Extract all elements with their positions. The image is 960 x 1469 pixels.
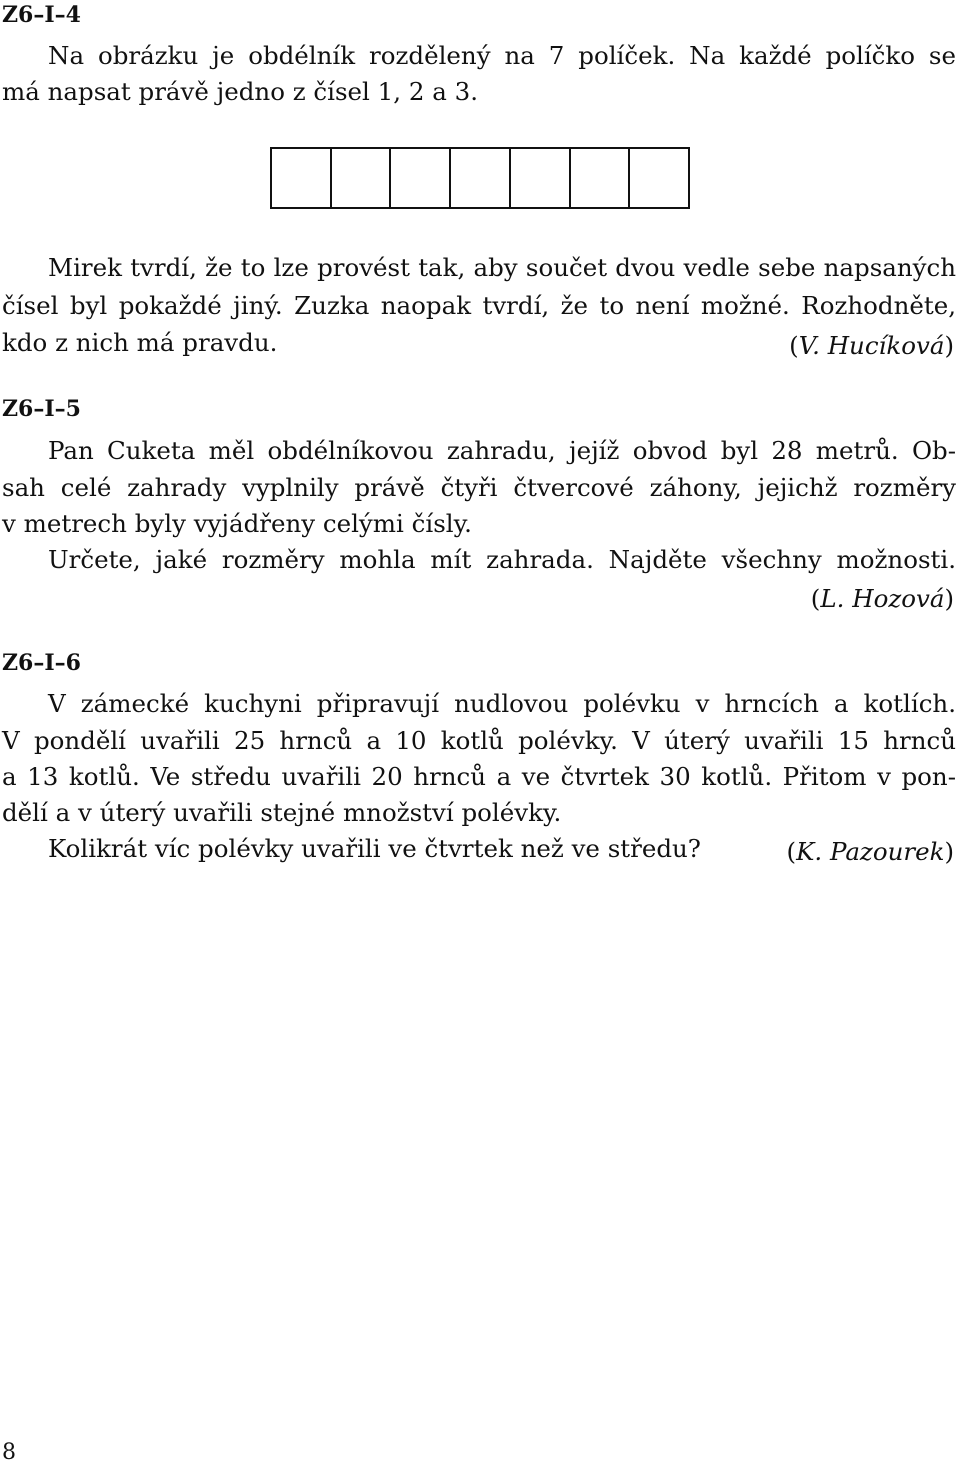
problem-5-line-2: sah celé zahrady vyplnily právě čtyři čtvercové záhony, jejichž rozměry: [2, 473, 956, 502]
grid-cell: [272, 149, 332, 207]
problem-6-line-2: V pondělí uvařili 25 hrnců a 10 kotlů polévky. V úterý uvařili 15 hrnců: [2, 726, 956, 755]
problem-4-line-5: kdo z nich má pravdu.: [2, 328, 278, 357]
problem-6-line-4: dělí a v úterý uvařili stejné množství polévky.: [2, 798, 562, 827]
problem-heading-6: Z6–I–6: [2, 650, 81, 676]
grid-cell: [391, 149, 451, 207]
problem-5-line-4: Určete, jaké rozměry mohla mít zahrada. Najděte všechny možnosti.: [48, 545, 956, 574]
seven-cell-rectangle: [270, 147, 690, 209]
problem-heading-5: Z6–I–5: [2, 396, 81, 422]
problem-4-line-2: má napsat právě jedno z čísel 1, 2 a 3.: [2, 77, 478, 106]
author-name: K. Pazourek: [796, 837, 945, 866]
problem-5-line-1: Pan Cuketa měl obdélníkovou zahradu, jejíž obvod byl 28 metrů. Ob-: [48, 436, 956, 465]
problem-heading-4: Z6–I–4: [2, 2, 81, 28]
grid-cell: [630, 149, 688, 207]
problem-6-line-1: V zámecké kuchyni připravují nudlovou polévku v hrncích a kotlích.: [48, 689, 956, 718]
grid-cell: [571, 149, 631, 207]
author-name: V. Hucíková: [798, 331, 945, 360]
problem-5-line-3: v metrech byly vyjádřeny celými čísly.: [2, 509, 472, 538]
author-name: L. Hozová: [820, 584, 945, 613]
problem-5-author: (L. Hozová): [810, 584, 954, 613]
problem-4-line-1: Na obrázku je obdélník rozdělený na 7 políček. Na každé políčko se: [48, 41, 956, 70]
problem-4-line-4: čísel byl pokaždé jiný. Zuzka naopak tvrdí, že to není možné. Rozhodněte,: [2, 291, 956, 320]
problem-6-author: (K. Pazourek): [786, 837, 954, 866]
problem-4-author: (V. Hucíková): [789, 331, 954, 360]
problem-6-line-5: Kolikrát víc polévky uvařili ve čtvrtek než ve středu?: [48, 834, 701, 863]
problem-4-line-3: Mirek tvrdí, že to lze provést tak, aby součet dvou vedle sebe napsaných: [48, 253, 956, 282]
grid-cell: [451, 149, 511, 207]
problem-6-line-3: a 13 kotlů. Ve středu uvařili 20 hrnců a ve čtvrtek 30 kotlů. Přitom v pon-: [2, 762, 956, 791]
grid-cell: [332, 149, 392, 207]
grid-cell: [511, 149, 571, 207]
page-number: 8: [2, 1440, 16, 1465]
